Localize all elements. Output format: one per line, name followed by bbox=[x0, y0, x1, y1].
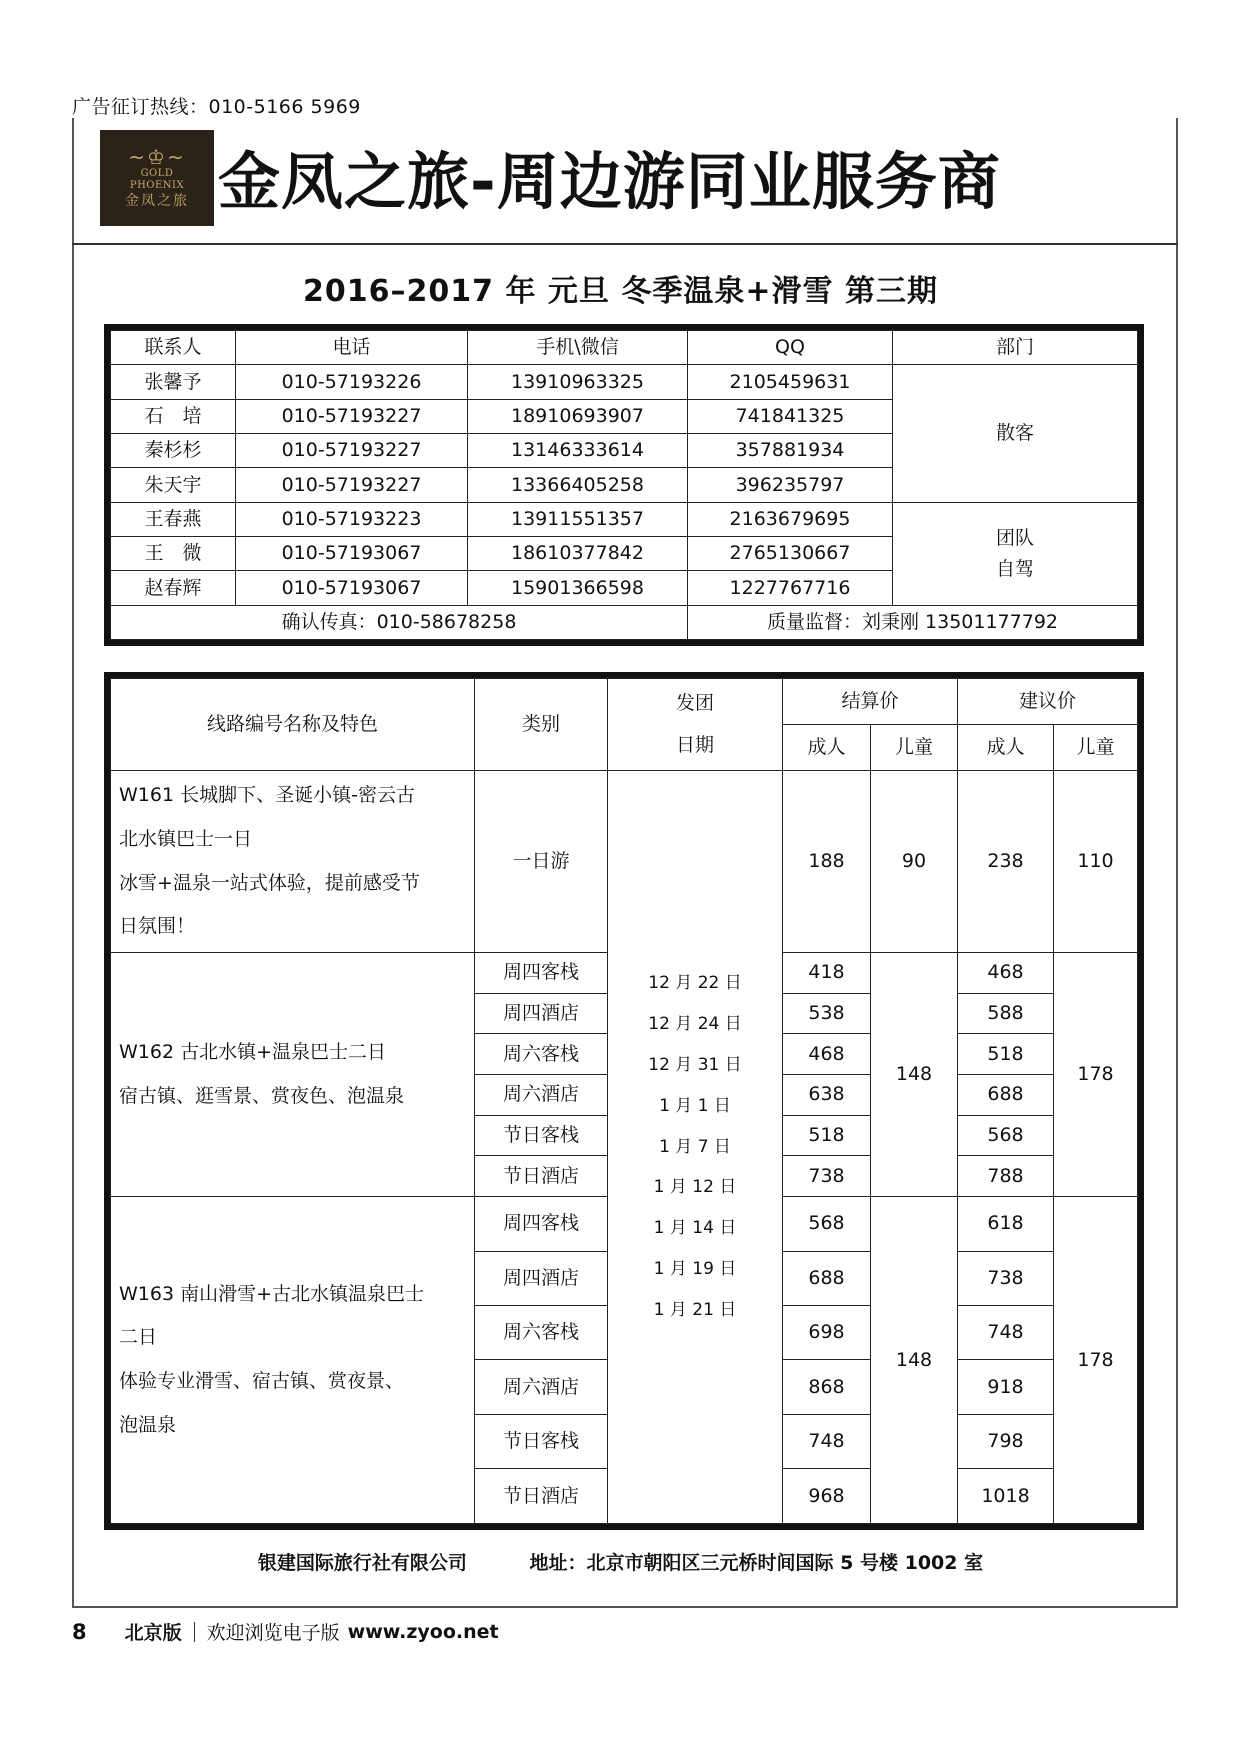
price-suggest-adult: 738 bbox=[958, 1251, 1054, 1305]
company-footer bbox=[0, 1548, 1241, 1575]
route-category: 周六酒店 bbox=[475, 1075, 608, 1116]
departure-dates bbox=[608, 771, 783, 1524]
price-settle-adult: 698 bbox=[783, 1306, 871, 1360]
price-suggest-child: 110 bbox=[1054, 771, 1138, 953]
header-qq: QQ bbox=[688, 331, 893, 365]
price-settle-adult: 688 bbox=[783, 1251, 871, 1305]
phoenix-icon: ~♔~ bbox=[128, 145, 186, 169]
routes-table bbox=[110, 678, 1138, 1524]
company-name: 银建国际旅行社有限公司 bbox=[257, 1552, 467, 1574]
contact-name: 秦杉杉 bbox=[111, 433, 236, 467]
contact-phone: 010-57193223 bbox=[236, 502, 468, 536]
header-date-line1: 发团 bbox=[675, 691, 714, 714]
contact-name: 朱天宇 bbox=[111, 468, 236, 502]
price-suggest-adult: 688 bbox=[958, 1075, 1054, 1116]
dept-group-line2: 自驾 bbox=[995, 557, 1034, 580]
price-settle-child: 148 bbox=[871, 1197, 958, 1524]
contact-name: 王 微 bbox=[111, 536, 236, 570]
contact-name: 王春燕 bbox=[111, 502, 236, 536]
route-desc-w162 bbox=[111, 953, 475, 1197]
page-frame-right bbox=[1176, 118, 1178, 1606]
price-settle-child: 90 bbox=[871, 771, 958, 953]
contact-name: 石 培 bbox=[111, 399, 236, 433]
route-category: 周六酒店 bbox=[475, 1360, 608, 1414]
price-settle-adult: 738 bbox=[783, 1156, 871, 1197]
route-category: 周四客栈 bbox=[475, 1197, 608, 1251]
contacts-table-box bbox=[104, 324, 1144, 646]
price-settle-adult: 748 bbox=[783, 1414, 871, 1468]
route-category: 周四酒店 bbox=[475, 993, 608, 1034]
route-w162-line2: 宿古镇、逛雪景、赏夜色、泡温泉 bbox=[119, 1084, 405, 1107]
issue-subtitle: 2016–2017 年 元旦 冬季温泉+滑雪 第三期 bbox=[303, 274, 938, 309]
route-w162-line1: W162 古北水镇+温泉巴士二日 bbox=[119, 1040, 387, 1063]
price-settle-adult: 188 bbox=[783, 771, 871, 953]
price-settle-adult: 568 bbox=[783, 1197, 871, 1251]
header-route: 线路编号名称及特色 bbox=[111, 679, 475, 771]
price-settle-adult: 638 bbox=[783, 1075, 871, 1116]
contact-mobile: 13911551357 bbox=[468, 502, 688, 536]
header-settle-child: 儿童 bbox=[871, 725, 958, 771]
logo-text-phoenix: PHOENIX bbox=[129, 180, 185, 191]
departure-date: 1 月 21 日 bbox=[653, 1299, 737, 1320]
contact-qq: 2163679695 bbox=[688, 502, 893, 536]
contact-phone: 010-57193227 bbox=[236, 433, 468, 467]
route-category: 周四客栈 bbox=[475, 953, 608, 994]
price-suggest-adult: 468 bbox=[958, 953, 1054, 994]
contact-mobile: 18610377842 bbox=[468, 536, 688, 570]
header-suggest-adult: 成人 bbox=[958, 725, 1054, 771]
contact-name: 张馨予 bbox=[111, 365, 236, 399]
contact-qq: 396235797 bbox=[688, 468, 893, 502]
route-category: 节日酒店 bbox=[475, 1156, 608, 1197]
header-suggest-price: 建议价 bbox=[958, 679, 1138, 725]
contact-row bbox=[111, 502, 1138, 536]
departure-date: 1 月 1 日 bbox=[659, 1095, 731, 1116]
price-settle-adult: 468 bbox=[783, 1034, 871, 1075]
contact-row bbox=[111, 365, 1138, 399]
departure-date: 1 月 7 日 bbox=[659, 1136, 731, 1157]
price-suggest-child: 178 bbox=[1054, 1197, 1138, 1524]
contact-qq: 2105459631 bbox=[688, 365, 893, 399]
route-w163-line4: 泡温泉 bbox=[119, 1413, 177, 1436]
route-w163-line3: 体验专业滑雪、宿古镇、赏夜景、 bbox=[119, 1370, 405, 1393]
contacts-table bbox=[110, 330, 1138, 640]
logo-text-gold: GOLD bbox=[140, 168, 174, 179]
contact-phone: 010-57193067 bbox=[236, 536, 468, 570]
header-date bbox=[608, 679, 783, 771]
contact-mobile: 18910693907 bbox=[468, 399, 688, 433]
departure-date: 12 月 24 日 bbox=[648, 1014, 742, 1035]
header-date-line2: 日期 bbox=[675, 733, 714, 756]
header-suggest-child: 儿童 bbox=[1054, 725, 1138, 771]
routes-header-row-1 bbox=[111, 679, 1138, 725]
dept-group bbox=[893, 502, 1138, 605]
contact-phone: 010-57193227 bbox=[236, 399, 468, 433]
edition-label: 北京版 bbox=[124, 1622, 182, 1644]
price-suggest-child: 178 bbox=[1054, 953, 1138, 1197]
price-suggest-adult: 518 bbox=[958, 1034, 1054, 1075]
header-settle-price: 结算价 bbox=[783, 679, 958, 725]
page-footer bbox=[72, 1618, 499, 1645]
price-suggest-adult: 798 bbox=[958, 1414, 1054, 1468]
routes-table-box bbox=[104, 672, 1144, 1530]
price-settle-adult: 968 bbox=[783, 1469, 871, 1524]
header-settle-adult: 成人 bbox=[783, 725, 871, 771]
route-w163-line2: 二日 bbox=[119, 1326, 158, 1349]
contact-name: 赵春辉 bbox=[111, 571, 236, 605]
departure-date: 1 月 19 日 bbox=[653, 1258, 737, 1279]
company-address: 地址：北京市朝阳区三元桥时间国际 5 号楼 1002 室 bbox=[529, 1552, 984, 1574]
route-w161-line2: 北水镇巴士一日 bbox=[119, 827, 253, 850]
price-suggest-adult: 1018 bbox=[958, 1469, 1054, 1524]
price-suggest-adult: 918 bbox=[958, 1360, 1054, 1414]
page-frame-left bbox=[72, 118, 74, 1606]
dept-group-line1: 团队 bbox=[995, 526, 1034, 549]
logo-text-cn: 金凤之旅 bbox=[125, 193, 189, 209]
header-category: 类别 bbox=[475, 679, 608, 771]
departure-date: 1 月 12 日 bbox=[653, 1177, 737, 1198]
route-category: 周六客栈 bbox=[475, 1034, 608, 1075]
price-settle-child: 148 bbox=[871, 953, 958, 1197]
contact-mobile: 15901366598 bbox=[468, 571, 688, 605]
welcome-text: 欢迎浏览电子版 bbox=[206, 1622, 340, 1644]
price-settle-adult: 538 bbox=[783, 993, 871, 1034]
brand-logo bbox=[100, 130, 214, 226]
route-w161-category: 一日游 bbox=[475, 771, 608, 953]
price-suggest-adult: 748 bbox=[958, 1306, 1054, 1360]
contact-mobile: 13910963325 bbox=[468, 365, 688, 399]
header-phone: 电话 bbox=[236, 331, 468, 365]
route-row-w161 bbox=[111, 771, 1138, 953]
ad-hotline: 广告征订热线：010-5166 5969 bbox=[72, 96, 361, 118]
brand-title: 金凤之旅-周边游同业服务商 bbox=[218, 145, 1001, 218]
route-category: 周六客栈 bbox=[475, 1306, 608, 1360]
contact-phone: 010-57193227 bbox=[236, 468, 468, 502]
departure-date: 1 月 14 日 bbox=[653, 1218, 737, 1239]
confirm-fax: 确认传真：010-58678258 bbox=[111, 605, 688, 639]
route-category: 节日客栈 bbox=[475, 1115, 608, 1156]
price-settle-adult: 518 bbox=[783, 1115, 871, 1156]
dept-retail: 散客 bbox=[893, 365, 1138, 502]
route-w163-line1: W163 南山滑雪+古北水镇温泉巴士 bbox=[119, 1282, 425, 1305]
price-suggest-adult: 788 bbox=[958, 1156, 1054, 1197]
route-desc-w163 bbox=[111, 1197, 475, 1524]
departure-date: 12 月 31 日 bbox=[648, 1055, 742, 1075]
contact-qq: 1227767716 bbox=[688, 571, 893, 605]
route-category: 周四酒店 bbox=[475, 1251, 608, 1305]
price-suggest-adult: 238 bbox=[958, 771, 1054, 953]
page-frame-bottom bbox=[72, 1606, 1178, 1608]
contacts-footer-row bbox=[111, 605, 1138, 639]
page-number: 8 bbox=[72, 1619, 87, 1644]
contact-mobile: 13146333614 bbox=[468, 433, 688, 467]
website-link[interactable]: www.zyoo.net bbox=[347, 1620, 499, 1643]
quality-supervisor: 质量监督：刘秉刚 13501177792 bbox=[688, 605, 1138, 639]
contacts-header-row bbox=[111, 331, 1138, 365]
price-settle-adult: 418 bbox=[783, 953, 871, 994]
price-suggest-adult: 588 bbox=[958, 993, 1054, 1034]
contact-mobile: 13366405258 bbox=[468, 468, 688, 502]
header-divider bbox=[72, 243, 1178, 245]
contact-phone: 010-57193226 bbox=[236, 365, 468, 399]
contact-qq: 2765130667 bbox=[688, 536, 893, 570]
price-settle-adult: 868 bbox=[783, 1360, 871, 1414]
price-suggest-adult: 568 bbox=[958, 1115, 1054, 1156]
header-mobile: 手机\微信 bbox=[468, 331, 688, 365]
route-category: 节日客栈 bbox=[475, 1414, 608, 1468]
header-contact: 联系人 bbox=[111, 331, 236, 365]
contact-qq: 741841325 bbox=[688, 399, 893, 433]
route-desc-w161 bbox=[111, 771, 475, 953]
route-w161-line3: 冰雪+温泉一站式体验，提前感受节 bbox=[119, 871, 420, 894]
route-category: 节日酒店 bbox=[475, 1469, 608, 1524]
price-suggest-adult: 618 bbox=[958, 1197, 1054, 1251]
route-w161-line1: W161 长城脚下、圣诞小镇-密云古 bbox=[119, 784, 415, 807]
departure-date: 12 月 22 日 bbox=[648, 973, 742, 994]
footer-separator bbox=[194, 1622, 195, 1642]
contact-phone: 010-57193067 bbox=[236, 571, 468, 605]
contact-qq: 357881934 bbox=[688, 433, 893, 467]
route-w161-line4: 日氛围！ bbox=[119, 915, 196, 938]
header-dept: 部门 bbox=[893, 331, 1138, 365]
